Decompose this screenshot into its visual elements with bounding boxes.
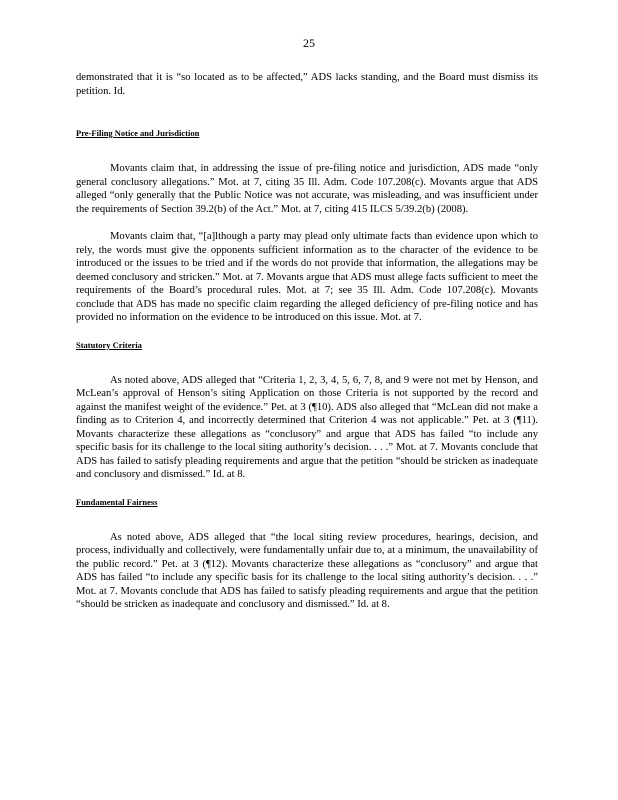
page-number: 25: [303, 36, 315, 50]
document-body: [76, 71, 538, 612]
section-paragraph: As noted above, ADS alleged that “Criteria 1, 2, 3, 4, 5, 6, 7, 8, and 9 were not met by Henson, and McLean’s approval of Henson’s siting Application on those Criteria is not supported by the record and against the manifest weight of the evidence.” Pet. at 3 (¶10). ADS also alleged that “McLean did not make a finding as to Criterion 4, and incorrectly determined that Criterion 4 was not applicable.” Pet. at 3 (¶11). Movants characterize these allegations as “conclusory” and argue that ADS has failed “to include any specific basis for its challenge to the local siting authority’s decision. . . .” Mot. at 7. Movants conclude that ADS has failed to satisfy pleading requirements and argue that the petition “should be stricken as inadequate and conclusory and dismissed.” Id. at 8.: [76, 374, 538, 480]
section-paragraph: As noted above, ADS alleged that “the local siting review procedures, hearings, decision, and process, individually and collectively, were fundamentally unfair due to, at a minimum, the unavailability of the public record.” Pet. at 3 (¶12). Movants characterize these allegations as “conclusory” and argue that ADS has failed “to include any specific basis for its challenge to the local siting authority’s decision. . . .” Mot. at 7. Movants conclude that ADS has failed to satisfy pleading requirements and argue that the petition “should be stricken as inadequate and conclusory and dismissed.” Id. at 8.: [76, 531, 538, 610]
section-paragraph: Movants claim that, in addressing the issue of pre-filing notice and jurisdiction, ADS made “only general conclusory allegations.” Mot. at 7, citing 35 Ill. Adm. Code 107.208(c). Movants argue that ADS alleged “only generally that the Public Notice was not accurate, was misleading, and was insufficient under the requirements of Section 39.2(b) of the Act.” Mot. at 7, citing 415 ILCS 5/39.2(b) (2008).: [76, 163, 538, 215]
section-heading-pre-filing-notice: Pre-Filing Notice and Jurisdiction: [76, 128, 200, 138]
section-paragraph: Movants claim that, “[a]lthough a party may plead only ultimate facts than evidence upon which to rely, the words must give the opponents sufficient information as to the character of the evidence to be introduced or the issues to be tried and if the words do not provide that information, the allegations may be deemed conclusory and stricken.” Mot. at 7. Movants argue that ADS must allege facts sufficient to meet the requirements of the Board’s procedural rules. Mot. at 7; see 35 Ill. Adm. Code 107.208(c). Movants conclude that ADS has made no specific claim regarding the alleged deficiency of pre-filing notice and has provided no information on the evidence to be introduced on this issue. Mot. at 7.: [76, 231, 538, 323]
section-heading-fundamental-fairness: Fundamental Fairness: [76, 496, 158, 507]
opening-paragraph: demonstrated that it is “so located as to be affected,” ADS lacks standing, and the Board must dismiss its petition. Id.: [76, 72, 538, 97]
section-heading-statutory-criteria: Statutory Criteria: [76, 339, 142, 350]
